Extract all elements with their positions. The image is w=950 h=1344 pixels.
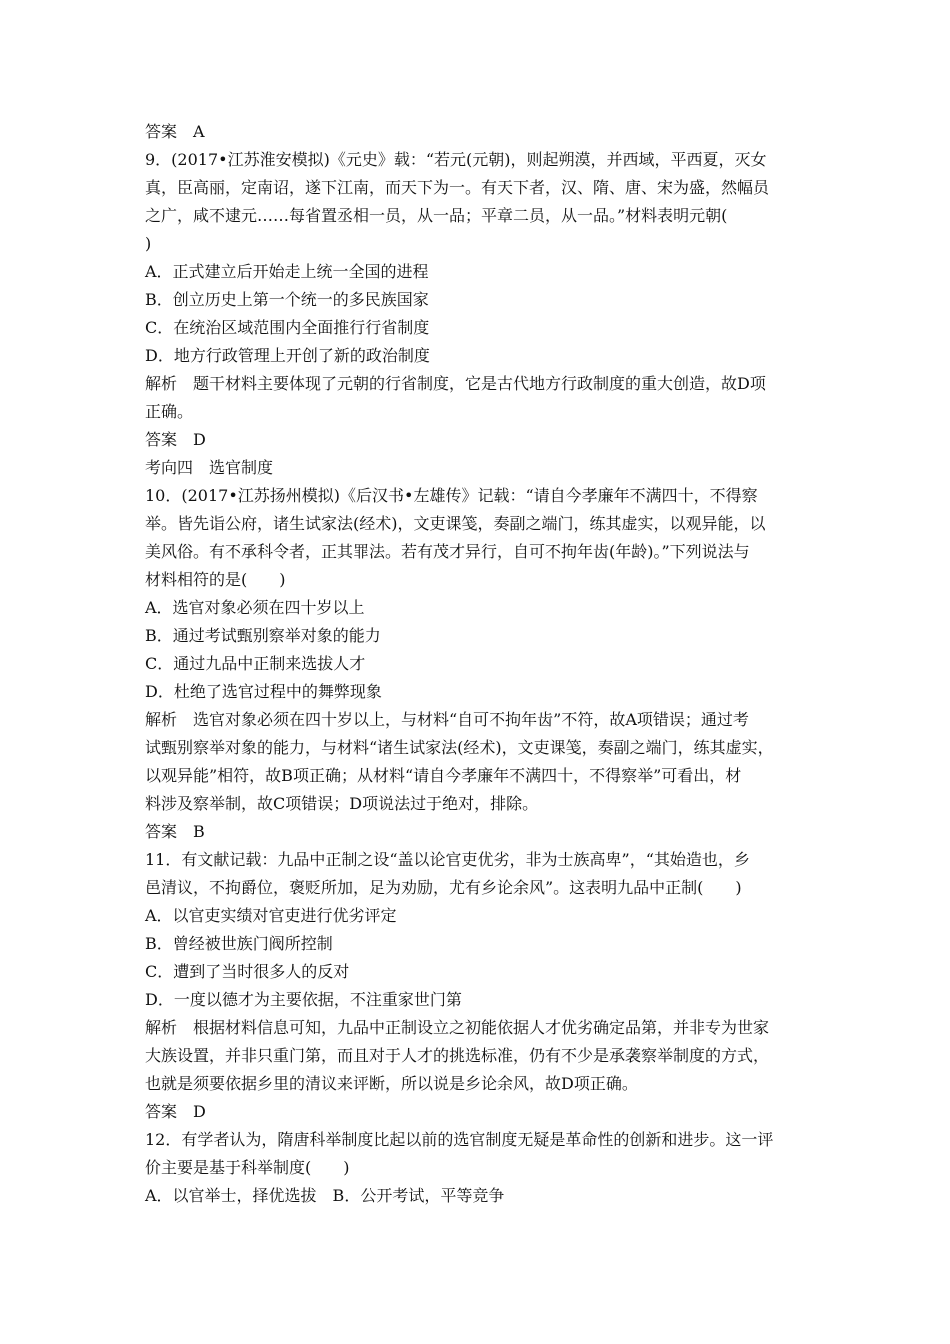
answer-11: 答案 D xyxy=(145,1102,206,1121)
question-9-option-c: C．在统治区域范围内全面推行行省制度 xyxy=(145,318,430,337)
question-11-analysis: 大族设置，并非只重门第，而且对于人才的挑选标准，仍有不少是承袭察举制度的方式， xyxy=(145,1046,770,1065)
question-10-analysis: 料涉及察举制，故C项错误；D项说法过于绝对，排除。 xyxy=(145,794,539,813)
question-11-option-b: B．曾经被世族门阀所控制 xyxy=(145,934,333,953)
answer-10: 答案 B xyxy=(145,822,205,841)
question-9-stem: ) xyxy=(145,234,152,253)
question-9-stem: 之广，咸不逮元……每省置丞相一员，从一品；平章二员，从一品。”材料表明元朝( xyxy=(145,206,728,225)
section-heading: 考向四 选官制度 xyxy=(145,458,274,477)
question-9-option-a: A．正式建立后开始走上统一全国的进程 xyxy=(145,262,429,281)
question-10-option-c: C．通过九品中正制来选拔人才 xyxy=(145,654,366,673)
question-11-analysis: 也就是须要依据乡里的清议来评断，所以说是乡论余风，故D项正确。 xyxy=(145,1074,638,1093)
question-11-stem: 邑清议，不拘爵位，褒贬所加，足为劝励，尤有乡论余风”。这表明九品中正制( ) xyxy=(145,878,742,897)
question-10-option-d: D．杜绝了选官过程中的舞弊现象 xyxy=(145,682,382,701)
question-9-stem: 9．(2017•江苏淮安模拟)《元史》载：“若元(元朝)，则起朔漠，并西域，平西夏，灭女 xyxy=(145,150,767,169)
question-11-option-d: D．一度以德才为主要依据，不注重家世门第 xyxy=(145,990,462,1009)
question-10-option-a: A．选官对象必须在四十岁以上 xyxy=(145,598,365,617)
question-9-stem: 真，臣高丽，定南诏，遂下江南，而天下为一。有天下者，汉、隋、唐、宋为盛，然幅员 xyxy=(145,178,770,197)
question-10-stem: 举。皆先诣公府，诸生试家法(经术)，文吏课笺，奏副之端门，练其虚实，以观异能，以 xyxy=(145,514,766,533)
question-10-analysis: 解析 选官对象必须在四十岁以上，与材料“自可不拘年齿”不符，故A项错误；通过考 xyxy=(145,710,749,729)
question-10-stem: 10．(2017•江苏扬州模拟)《后汉书•左雄传》记载：“请自今孝廉年不满四十，不得察 xyxy=(145,486,758,505)
question-10-analysis: 以观异能”相符，故B项正确；从材料“请自今孝廉年不满四十，不得察举”可看出，材 xyxy=(145,766,742,785)
question-11-stem: 11．有文献记载：九品中正制之设“盖以论官吏优劣，非为士族高卑”，“其始造也，乡 xyxy=(145,850,750,869)
question-11-option-c: C．遭到了当时很多人的反对 xyxy=(145,962,350,981)
question-9-analysis: 正确。 xyxy=(145,402,194,421)
question-10-option-b: B．通过考试甄别察举对象的能力 xyxy=(145,626,381,645)
question-11-option-a: A．以官吏实绩对官吏进行优劣评定 xyxy=(145,906,397,925)
document-page xyxy=(145,118,815,1210)
question-11-analysis: 解析 根据材料信息可知，九品中正制设立之初能依据人才优劣确定品第，并非专为世家 xyxy=(145,1018,770,1037)
question-10-analysis: 试甄别察举对象的能力，与材料“诸生试家法(经术)，文吏课笺，奏副之端门，练其虚实， xyxy=(145,738,774,757)
answer-9: 答案 D xyxy=(145,430,206,449)
question-12-stem: 价主要是基于科举制度( ) xyxy=(145,1158,350,1177)
question-10-stem: 材料相符的是( ) xyxy=(145,570,286,589)
question-9-option-b: B．创立历史上第一个统一的多民族国家 xyxy=(145,290,429,309)
question-9-analysis: 解析 题干材料主要体现了元朝的行省制度，它是古代地方行政制度的重大创造，故D项 xyxy=(145,374,766,393)
question-9-option-d: D．地方行政管理上开创了新的政治制度 xyxy=(145,346,430,365)
question-10-stem: 美风俗。有不承科令者，正其罪法。若有茂才异行，自可不拘年齿(年龄)。”下列说法与 xyxy=(145,542,750,561)
question-12-stem: 12．有学者认为，隋唐科举制度比起以前的选官制度无疑是革命性的创新和进步。这一评 xyxy=(145,1130,774,1149)
question-12-options: A．以官举士，择优选拔 B．公开考试，平等竞争 xyxy=(145,1186,505,1205)
answer-8: 答案 A xyxy=(145,122,205,141)
